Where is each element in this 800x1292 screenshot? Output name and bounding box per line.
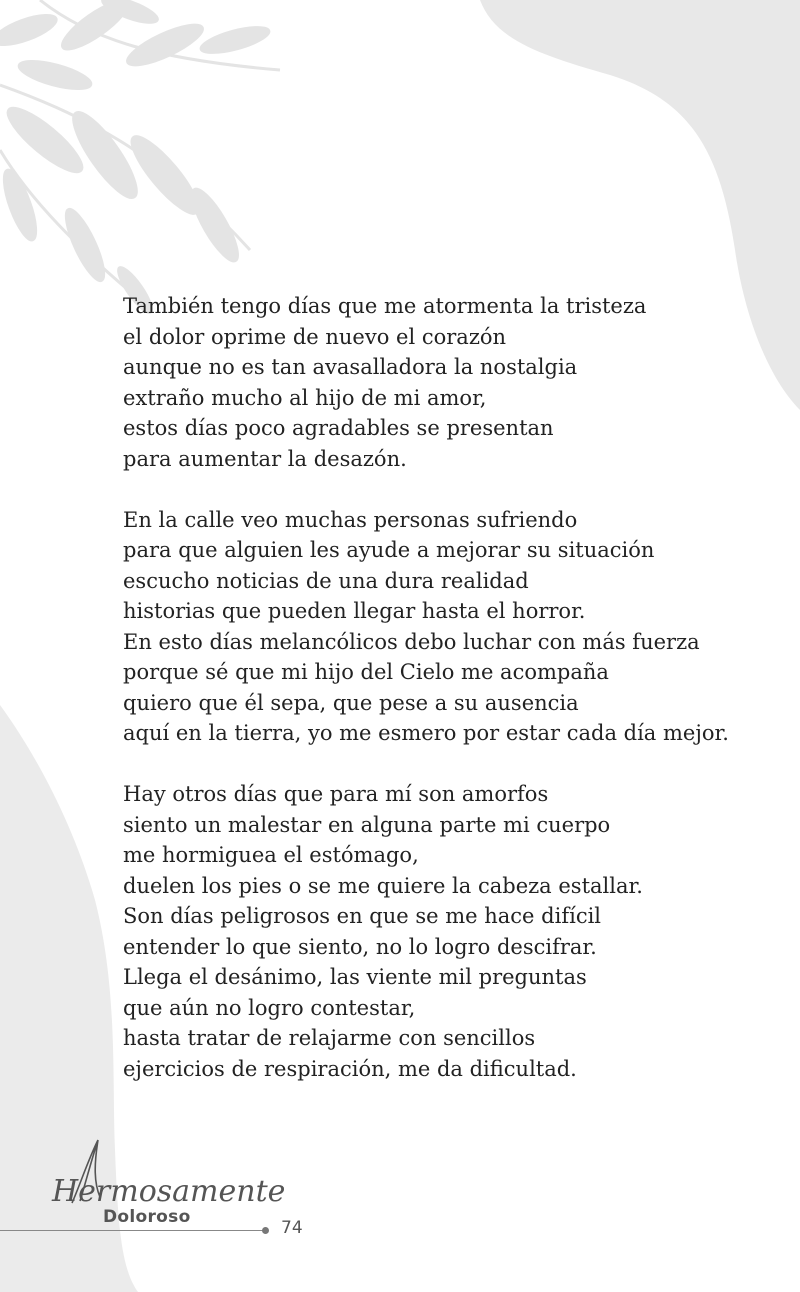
page-number: 74	[281, 1218, 303, 1238]
logo-script-text: Hermosamente	[52, 1174, 286, 1209]
footer-rule	[0, 1230, 267, 1231]
poem-line: que aún no logro contestar,	[123, 995, 416, 1020]
poem-stanza	[123, 779, 783, 1084]
poem-line: historias que pueden llegar hasta el horror.	[123, 599, 586, 623]
leaf-branch-illustration	[0, 0, 280, 318]
poem-line: extraño mucho al hijo de mi amor,	[123, 385, 487, 410]
poem-line: escucho noticias de una dura realidad	[123, 568, 529, 593]
poem-line: entender lo que siento, no lo logro descifrar.	[123, 934, 597, 959]
poem-line: aunque no es tan avasalladora la nostalgia	[123, 355, 578, 379]
poem-line: hasta tratar de relajarme con sencillos	[123, 1026, 536, 1050]
poem-line: estos días poco agradables se presentan	[123, 416, 554, 440]
poem-line: También tengo días que me atormenta la tristeza	[123, 294, 647, 318]
poem-line: para aumentar la desazón.	[123, 446, 407, 471]
poem-stanza	[123, 505, 783, 749]
poem-line: Son días peligrosos en que se me hace difícil	[123, 904, 602, 928]
poem-line: para que alguien les ayude a mejorar su situación	[123, 538, 655, 562]
poem-line: ejercicios de respiración, me da dificultad.	[123, 1056, 577, 1081]
poem-line: En la calle veo muchas personas sufriendo	[123, 507, 578, 532]
poem-line: duelen los pies o se me quiere la cabeza estallar.	[123, 873, 643, 898]
book-logo-subtitle: Doloroso	[103, 1207, 191, 1227]
poem-line: Hay otros días que para mí son amorfos	[123, 782, 549, 806]
poem-line: Llega el desánimo, las viente mil preguntas	[123, 965, 587, 989]
poem-stanza	[123, 291, 783, 474]
footer-rule-dot	[262, 1227, 269, 1234]
poem-line: quiero que él sepa, que pese a su ausencia	[123, 690, 579, 715]
poem-line: el dolor oprime de nuevo el corazón	[123, 324, 507, 349]
poem-line: porque sé que mi hijo del Cielo me acompaña	[123, 660, 609, 684]
poem-line: me hormiguea el estómago,	[123, 843, 419, 867]
poem-line: siento un malestar en alguna parte mi cuerpo	[123, 812, 611, 837]
book-logo-script	[50, 1135, 286, 1209]
poem-line: aquí en la tierra, yo me esmero por estar cada día mejor.	[123, 721, 729, 745]
poem-line: En esto días melancólicos debo luchar con más fuerza	[123, 629, 700, 654]
poem-body	[123, 291, 783, 1115]
